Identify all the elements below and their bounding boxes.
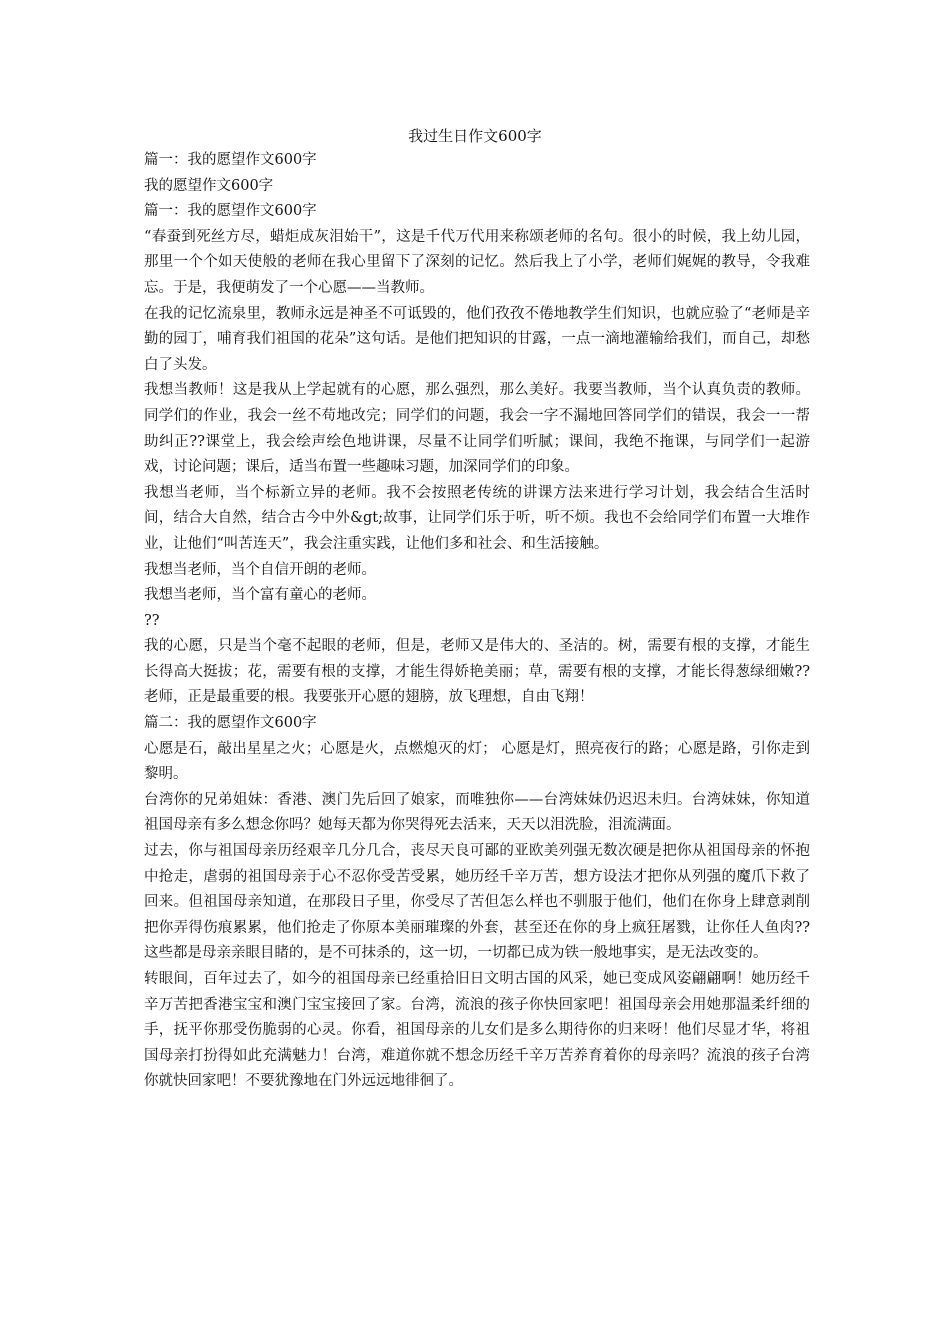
document-body [144, 148, 810, 1095]
paragraph: 篇一：我的愿望作文600字 [144, 203, 317, 220]
paragraph: 我想当老师，当个标新立异的老师。我不会按照老传统的讲课方法来进行学习计划，我会结合生活时间，结合大自然，结合古今中外&gt;故事，让同学们乐于听，听不烦。我也不会给同学们布置一大堆作业，让他们“叫苦连天”，我会注重实践，让他们多和社会、和生活接触。 [144, 484, 810, 552]
paragraph: ?? [144, 612, 160, 629]
paragraph: 我想当教师！这是我从上学起就有的心愿，那么强烈，那么美好。我要当教师，当个认真负责的教师。同学们的作业，我会一丝不苟地改完；同学们的问题，我会一字不漏地回答同学们的错误，我会一一帮助纠正??课堂上，我会绘声绘色地讲课，尽量不让同学们听腻；课间，我绝不拖课，与同学们一起游戏，讨论问题；课后，适当布置一些趣味习题，加深同学们的印象。 [144, 382, 810, 476]
paragraph: 过去，你与祖国母亲历经艰辛几分几合，丧尽天良可鄙的亚欧美列强无数次硬是把你从祖国母亲的怀抱中抢走，虐弱的祖国母亲于心不忍你受苦受累，她历经千辛万苦，想方设法才把你从列强的魔爪下救了回来。但祖国母亲知道，在那段日子里，你受尽了苦但怎么样也不驯服于他们，他们在你身上肆意剥削把你弄得伤痕累累，他们抢走了你原本美丽璀璨的外套，甚至还在你的身上疯狂屠戮，让你任人鱼肉??这些都是母亲亲眼目睹的，是不可抹杀的，这一切，一切都已成为铁一般地事实，是无法改变的。 [144, 843, 810, 962]
paragraph: 在我的记忆流泉里，教师永远是神圣不可诋毁的，他们孜孜不倦地教学生们知识，也就应验了“老师是辛勤的园丁，哺育我们祖国的花朵”这句话。是他们把知识的甘露，一点一滴地灌输给我们，而自己，却愁白了头发。 [144, 305, 810, 373]
paragraph: 我想当老师，当个自信开朗的老师。 [144, 561, 376, 578]
paragraph: 我的愿望作文600字 [144, 177, 274, 194]
paragraph: 心愿是石，敲出星星之火；心愿是火，点燃熄灭的灯； 心愿是灯，照亮夜行的路；心愿是路，引你走到黎明。 [144, 740, 810, 783]
paragraph: 篇一：我的愿望作文600字 [144, 152, 317, 168]
paragraph: 篇二：我的愿望作文600字 [144, 715, 317, 732]
paragraph: “春蚕到死丝方尽，蜡炬成灰泪始干”，这是千代万代用来称颂老师的名句。很小的时候，我上幼儿园，那里一个个如天使般的老师在我心里留下了深刻的记忆。然后我上了小学，老师们娓娓的教导，令我难忘。于是，我便萌发了一个心愿——当教师。 [144, 228, 810, 296]
paragraph: 我的心愿，只是当个毫不起眼的老师，但是，老师又是伟大的、圣洁的。树，需要有根的支撑，才能生长得高大挺拔；花，需要有根的支撑，才能生得娇艳美丽；草，需要有根的支撑，才能长得葱绿细嫩??老师，正是最重要的根。我要张开心愿的翅膀，放飞理想，自由飞翔！ [144, 638, 810, 706]
paragraph: 转眼间，百年过去了，如今的祖国母亲已经重拾旧日文明古国的风采，她已变成风姿翩翩啊！她历经千辛万苦把香港宝宝和澳门宝宝接回了家。台湾，流浪的孩子你快回家吧！祖国母亲会用她那温柔纤细的手，抚平你那受伤脆弱的心灵。你看，祖国母亲的儿女们是多么期待你的归来呀！他们尽显才华，将祖国母亲打扮得如此充满魅力！台湾，难道你就不想念历经千辛万苦养育着你的母亲吗？流浪的孩子台湾你就快回家吧！不要犹豫地在门外远远地徘徊了。 [144, 971, 810, 1090]
document-title: 我过生日作文600字 [408, 127, 542, 145]
paragraph: 我想当老师，当个富有童心的老师。 [144, 587, 376, 604]
paragraph: 台湾你的兄弟姐妹：香港、澳门先后回了娘家，而唯独你——台湾妹妹仍迟迟未归。台湾妹妹，你知道祖国母亲有多么想念你吗？她每天都为你哭得死去活来，天天以泪洗脸，泪流满面。 [144, 791, 810, 834]
